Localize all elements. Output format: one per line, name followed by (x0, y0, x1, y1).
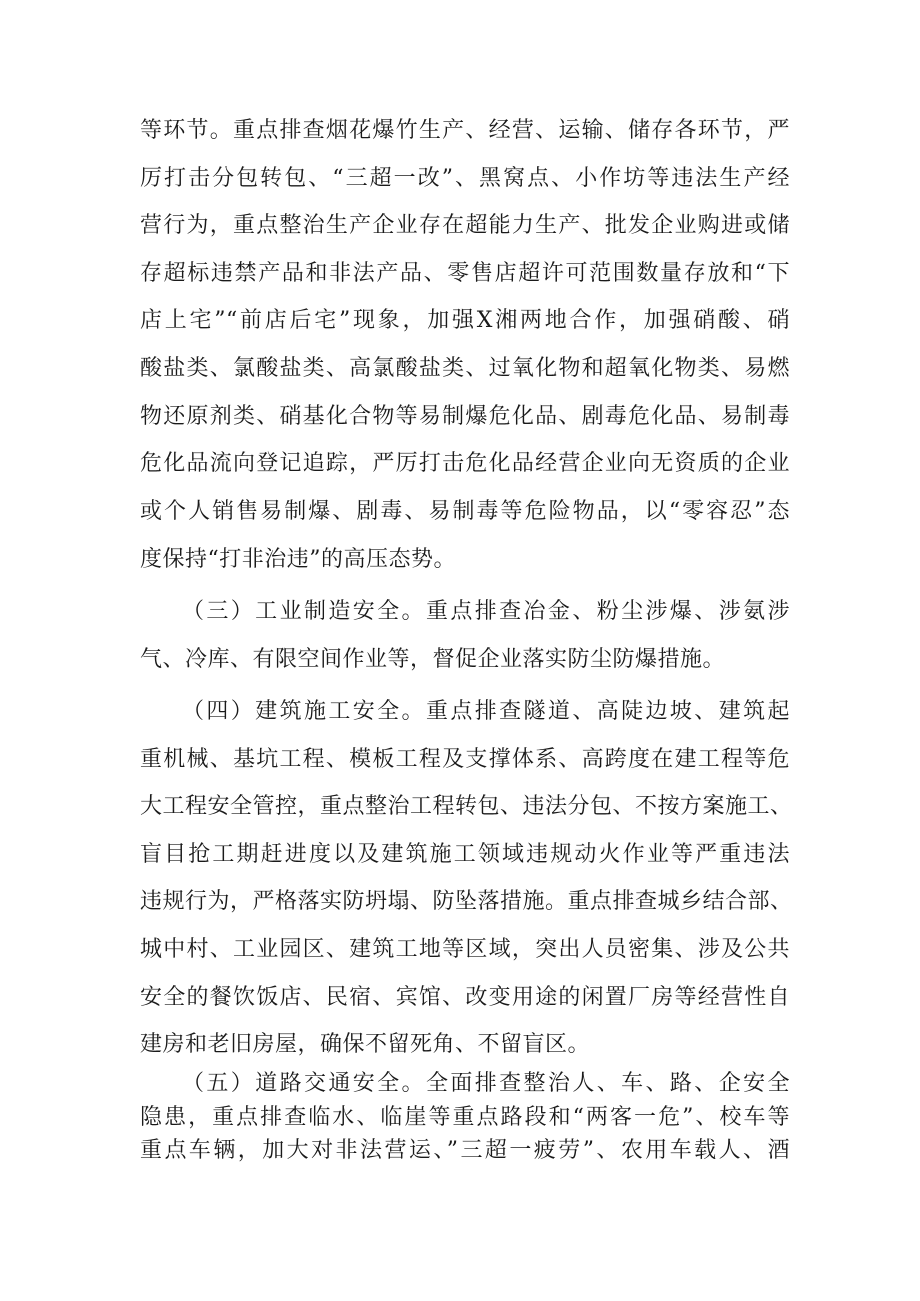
text-line: 厉打击分包转包、“三超一改”、黑窝点、小作坊等违法生产经 (140, 166, 790, 191)
text-line: 存超标违禁产品和非法产品、零售店超许可范围数量存放和“下 (140, 261, 790, 286)
text-line: 盲目抢工期赶进度以及建筑施工领域违规动火作业等严重违法 (140, 842, 790, 867)
text-line: 等环节。重点排查烟花爆竹生产、经营、运输、储存各环节，严 (140, 118, 790, 143)
text-line: 隐患，重点排查临水、临崖等重点路段和“两客一危”、校车等 (140, 1105, 790, 1130)
text-line: 物还原剂类、硝基化合物等易制爆危化品、剧毒危化品、易制毒 (140, 404, 790, 429)
text-line: （三）工业制造安全。重点排查冶金、粉尘涉爆、涉氨涉 (182, 599, 790, 624)
text-line: （四）建筑施工安全。重点排查隧道、高陡边坡、建筑起 (182, 699, 790, 724)
text-line: 大工程安全管控，重点整治工程转包、违法分包、不按方案施工、 (140, 794, 793, 819)
text-line: 或个人销售易制爆、剧毒、易制毒等危险物品，以“零容忍”态 (140, 499, 790, 524)
text-line: 危化品流向登记追踪，严厉打击危化品经营企业向无资质的企业 (140, 451, 790, 476)
text-line: 店上宅”“前店后宅”现象，加强X湘两地合作，加强硝酸、硝 (140, 308, 790, 333)
text-line: 气、冷库、有限空间作业等，督促企业落实防尘防爆措施。 (140, 647, 726, 672)
text-line: 酸盐类、氯酸盐类、高氯酸盐类、过氧化物和超氧化物类、易燃 (140, 356, 790, 381)
text-line: 安全的餐饮饭店、民宿、宾馆、改变用途的闲置厂房等经营性自 (140, 985, 790, 1010)
text-line: 城中村、工业园区、建筑工地等区域，突出人员密集、涉及公共 (140, 937, 790, 962)
text-line: 重机械、基坑工程、模板工程及支撑体系、高跨度在建工程等危 (140, 747, 790, 772)
text-line: 度保持“打非治违”的高压态势。 (140, 547, 456, 572)
text-line: 重点车辆，加大对非法营运、”三超一疲劳”、农用车载人、酒 (140, 1138, 790, 1163)
text-line: （五）道路交通安全。全面排查整治人、车、路、企安全 (182, 1071, 790, 1096)
text-line: 建房和老旧房屋，确保不留死角、不留盲区。 (140, 1032, 591, 1057)
text-line: 营行为，重点整治生产企业存在超能力生产、批发企业购进或储 (140, 213, 790, 238)
text-line: 违规行为，严格落实防坍塌、防坠落措施。重点排查城乡结合部、 (140, 889, 793, 914)
